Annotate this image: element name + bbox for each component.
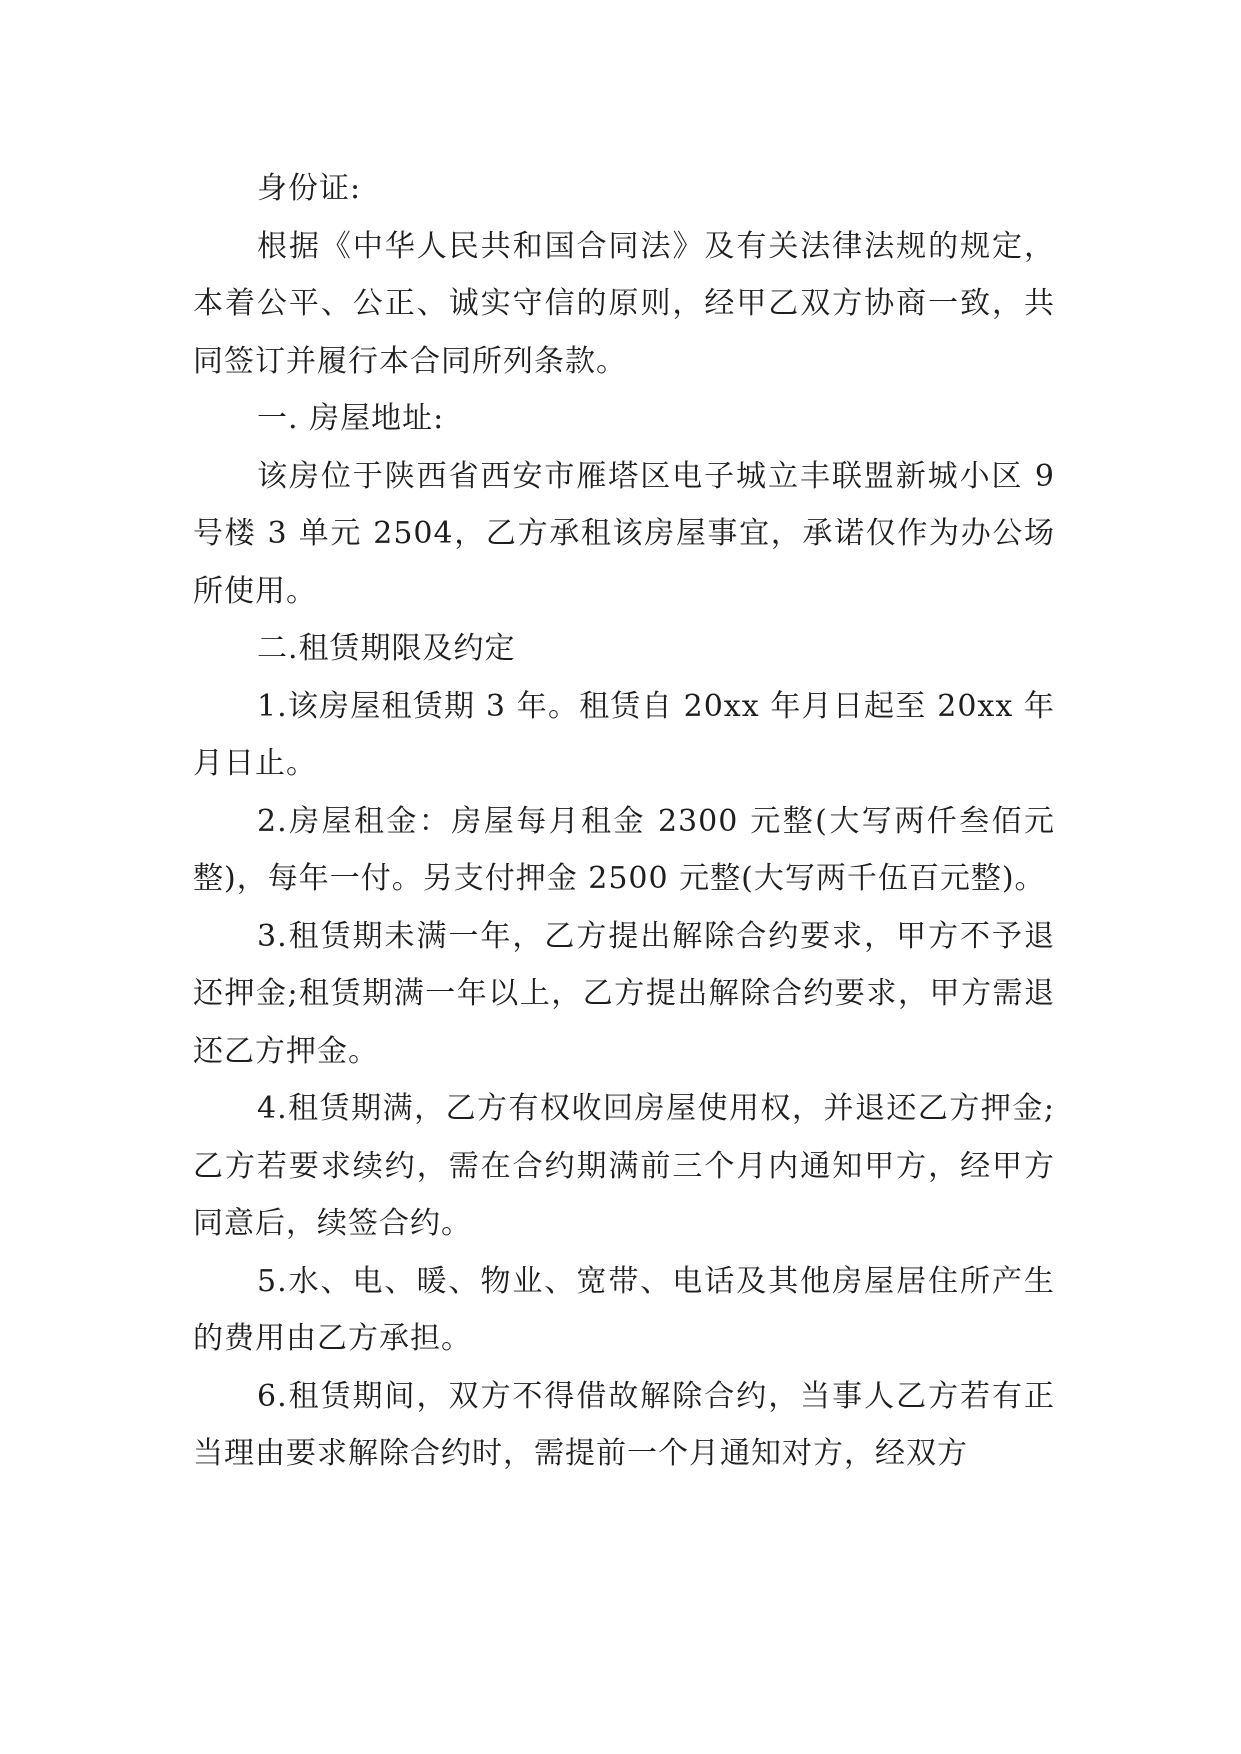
- clause-3: 3.租赁期未满一年，乙方提出解除合约要求，甲方不予退还押金;租赁期满一年以上，乙方提出解除合约要求，甲方需退还乙方押金。: [193, 918, 1055, 1069]
- id-card-line: 身份证:: [257, 171, 362, 206]
- clause-2: 2.房屋租金：房屋每月租金 2300 元整(大写两仟叁佰元整)，每年一付。另支付押金 2500 元整(大写两千伍百元整)。: [193, 803, 1055, 896]
- preamble-paragraph: 根据《中华人民共和国合同法》及有关法律法规的规定，本着公平、公正、诚实守信的原则，经甲乙双方协商一致，共同签订并履行本合同所列条款。: [193, 228, 1055, 379]
- clause-1: 1.该房屋租赁期 3 年。租赁自 20xx 年月日起至 20xx 年月日止。: [193, 688, 1055, 781]
- address-paragraph: 该房位于陕西省西安市雁塔区电子城立丰联盟新城小区 9 号楼 3 单元 2504，乙方承租该房屋事宜，承诺仅作为办公场所使用。: [193, 458, 1055, 609]
- document-body: [193, 160, 1055, 1483]
- clause-5: 5.水、电、暖、物业、宽带、电话及其他房屋居住所产生的费用由乙方承担。: [193, 1263, 1055, 1356]
- clause-6: 6.租赁期间，双方不得借故解除合约，当事人乙方若有正当理由要求解除合约时，需提前一个月通知对方，经双方: [193, 1378, 1055, 1471]
- section-heading-address: 一. 房屋地址:: [257, 401, 445, 436]
- section-heading-term: 二.租赁期限及约定: [257, 631, 516, 666]
- clause-4: 4.租赁期满，乙方有权收回房屋使用权，并退还乙方押金;乙方若要求续约，需在合约期满前三个月内通知甲方，经甲方同意后，续签合约。: [193, 1091, 1055, 1241]
